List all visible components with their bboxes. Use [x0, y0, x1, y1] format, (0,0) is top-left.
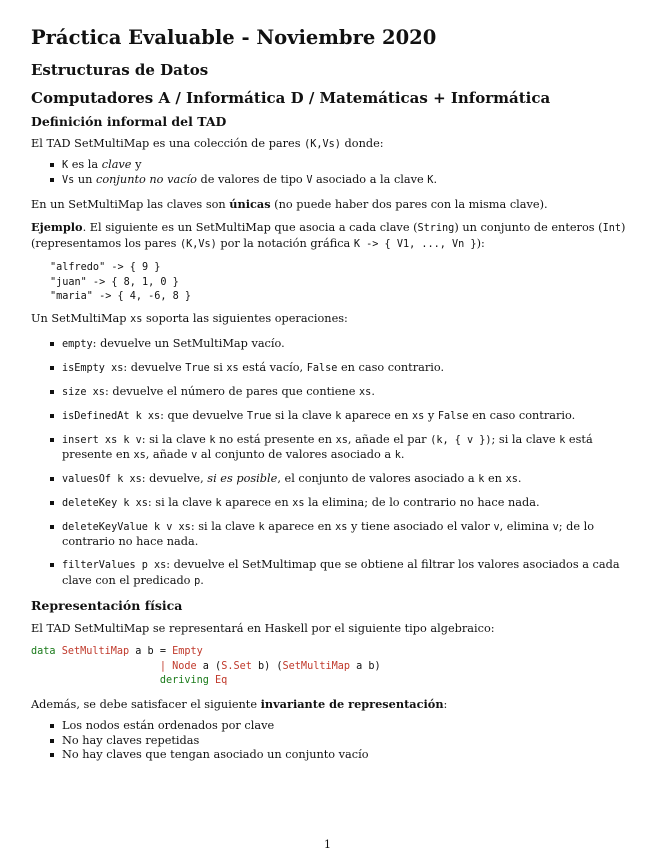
- operation-item: insert xs k v: si la clave k no está presente en xs, añade el par (k, { v }); si la clave k está presente en xs, añade v al conjunto de valores asociado a k.: [62, 433, 627, 464]
- example-code-block: "alfredo" -> { 9 } "juan" -> { 8, 1, 0 } "maria" -> { 4, -6, 8 }: [50, 262, 192, 302]
- section-heading-informal: Definición informal del TAD: [31, 114, 227, 129]
- list-item: No hay claves repetidas: [62, 734, 627, 749]
- document-page: [31, 26, 627, 763]
- subtitle: Estructuras de Datos: [31, 61, 209, 79]
- operation-item: isDefinedAt k xs: que devuelve True si la clave k aparece en xs y False en caso contrario.: [62, 409, 627, 425]
- example-paragraph: Ejemplo. El siguiente es un SetMultiMap que asocia a cada clave (String) un conjunto de enteros (Int) (representamos los pares (K,Vs) por la notación gráfica K -> { V1, ..., Vn }):: [31, 220, 626, 250]
- list-item: K es la clave y: [62, 158, 627, 174]
- list-item: No hay claves que tengan asociado un conjunto vacío: [62, 748, 627, 763]
- groups-heading: Computadores A / Informática D / Matemáticas + Informática: [31, 89, 551, 107]
- operation-item: isEmpty xs: devuelve True si xs está vacío, False en caso contrario.: [62, 361, 627, 377]
- section-heading-physical: Representación física: [31, 597, 183, 613]
- haskell-code-block: data SetMultiMap a b = Empty | Node a (S.Set b) (SetMultiMap a b) deriving Eq: [31, 646, 381, 687]
- invariant-intro: Además, se debe satisfacer el siguiente invariante de representación:: [31, 696, 448, 711]
- page-title: Práctica Evaluable - Noviembre 2020: [31, 26, 437, 49]
- operation-item: filterValues p xs: devuelve el SetMultimap que se obtiene al filtrar los valores asociados a cada clave con el predicado p.: [62, 558, 627, 589]
- operation-item: valuesOf k xs: devuelve, si es posible, el conjunto de valores asociado a k en xs.: [62, 472, 627, 488]
- operations-list: [31, 337, 627, 589]
- unique-keys-paragraph: En un SetMultiMap las claves son únicas (no puede haber dos pares con la misma clave).: [31, 196, 548, 211]
- operations-intro: Un SetMultiMap xs soporta las siguientes operaciones:: [31, 311, 348, 325]
- list-item: Vs un conjunto no vacío de valores de tipo V asociado a la clave K.: [62, 173, 627, 189]
- operation-item: deleteKey k xs: si la clave k aparece en xs la elimina; de lo contrario no hace nada.: [62, 496, 627, 512]
- pair-definition-list: [31, 158, 627, 189]
- page-number: 1: [324, 838, 331, 851]
- list-item: Los nodos están ordenados por clave: [62, 719, 627, 734]
- invariant-list: [31, 719, 627, 763]
- representation-intro: El TAD SetMultiMap se representará en Haskell por el siguiente tipo algebraico:: [31, 621, 495, 635]
- operation-item: empty: devuelve un SetMultiMap vacío.: [62, 337, 627, 353]
- operation-item: size xs: devuelve el número de pares que contiene xs.: [62, 385, 627, 401]
- intro-paragraph: El TAD SetMultiMap es una colección de pares (K,Vs) donde:: [31, 137, 384, 150]
- operation-item: deleteKeyValue k v xs: si la clave k aparece en xs y tiene asociado el valor v, elimina v; de lo contrario no hace nada.: [62, 520, 627, 550]
